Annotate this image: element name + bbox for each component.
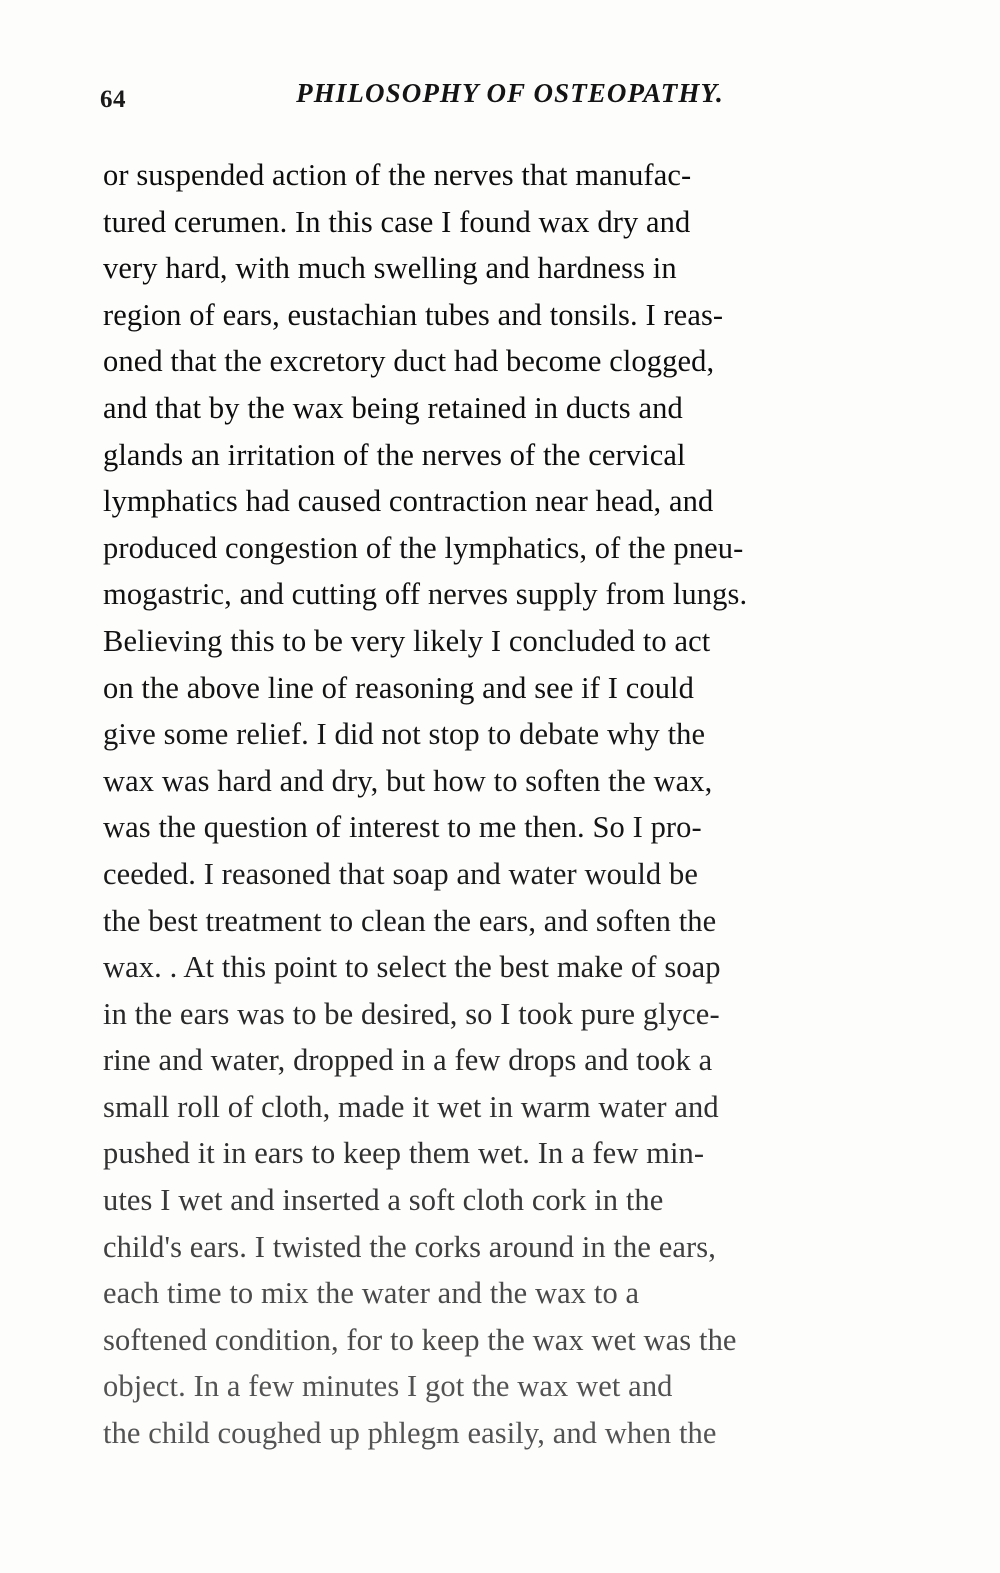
text-line: softened condition, for to keep the wax wet was the [103, 1322, 737, 1357]
text-line: pushed it in ears to keep them wet. In a few min- [103, 1136, 705, 1171]
text-line: the best treatment to clean the ears, and soften the [103, 903, 717, 938]
text-line: region of ears, eustachian tubes and tonsils. I reas- [103, 297, 724, 332]
text-line: lymphatics had caused contraction near head, and [103, 484, 714, 519]
body-text [103, 152, 908, 1457]
text-line: tured cerumen. In this case I found wax dry and [103, 204, 691, 239]
page-header [100, 78, 900, 118]
text-line: small roll of cloth, made it wet in warm water and [103, 1089, 719, 1124]
text-line: object. In a few minutes I got the wax wet and [103, 1369, 673, 1404]
text-line: produced congestion of the lymphatics, of the pneu- [103, 530, 744, 565]
page-number: 64 [100, 86, 126, 113]
text-line: child's ears. I twisted the corks around in the ears, [103, 1229, 716, 1264]
text-line: glands an irritation of the nerves of the cervical [103, 437, 686, 472]
text-line: give some relief. I did not stop to debate why the [103, 717, 706, 752]
text-line: was the question of interest to me then. So I pro- [103, 810, 702, 845]
running-title: PHILOSOPHY OF OSTEOPATHY. [296, 78, 724, 108]
text-line: the child coughed up phlegm easily, and when the [103, 1416, 717, 1451]
text-line: Believing this to be very likely I concluded to act [103, 623, 711, 658]
text-line: or suspended action of the nerves that manufac- [103, 158, 692, 192]
text-line: ceeded. I reasoned that soap and water would be [103, 856, 698, 891]
text-line: utes I wet and inserted a soft cloth cork in the [103, 1183, 664, 1218]
text-line: rine and water, dropped in a few drops and took a [103, 1043, 713, 1078]
text-line: and that by the wax being retained in ducts and [103, 390, 683, 425]
text-line: in the ears was to be desired, so I took pure glyce- [103, 996, 720, 1031]
text-line: very hard, with much swelling and hardness in [103, 251, 677, 286]
text-line: each time to mix the water and the wax to a [103, 1276, 640, 1311]
text-line: mogastric, and cutting off nerves supply from lungs. [103, 577, 748, 612]
text-line: wax was hard and dry, but how to soften the wax, [103, 763, 713, 798]
text-line: oned that the excretory duct had become clogged, [103, 344, 715, 379]
text-line: on the above line of reasoning and see if I could [103, 670, 694, 705]
text-line: wax. . At this point to select the best make of soap [103, 950, 721, 985]
